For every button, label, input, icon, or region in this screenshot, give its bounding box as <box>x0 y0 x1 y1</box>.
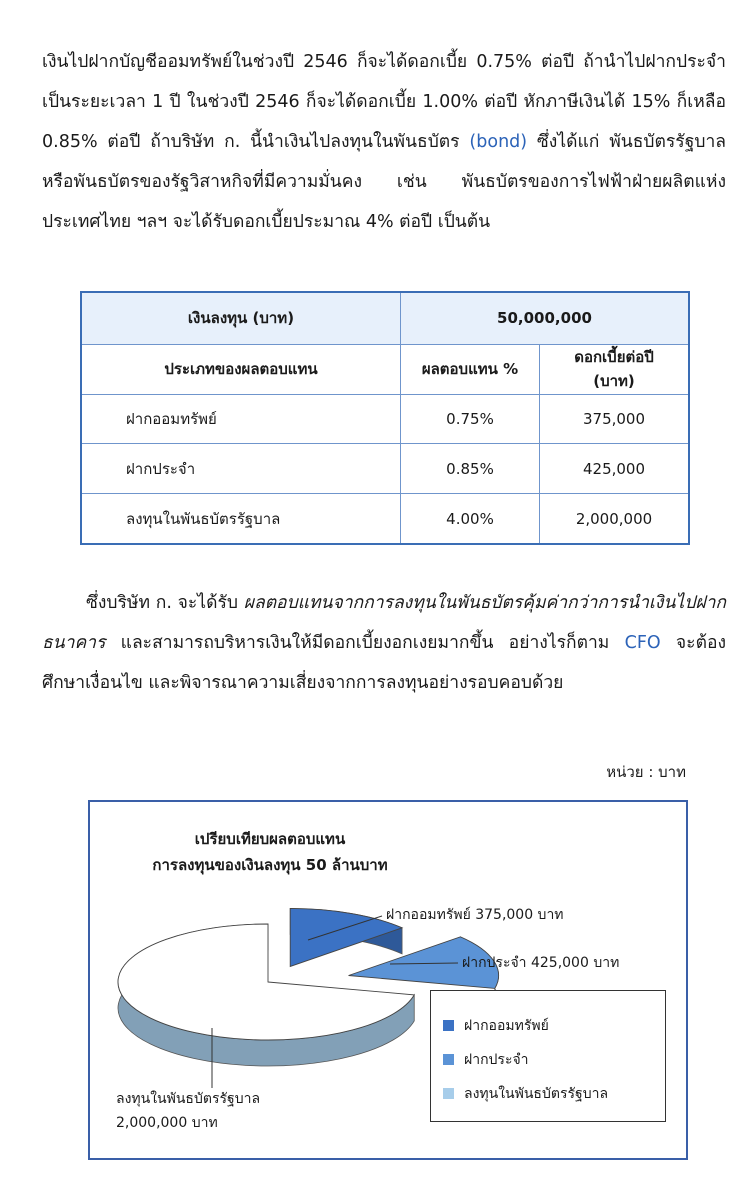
row-rate: 0.75% <box>401 394 540 444</box>
row-interest: 375,000 <box>540 394 690 444</box>
legend-item <box>443 1083 608 1105</box>
legend-label: ฝากประจำ <box>464 1052 529 1068</box>
legend-label: ฝากออมทรัพย์ <box>464 1018 549 1034</box>
slice-label-fixed: ฝากประจำ 425,000 บาท <box>462 955 620 971</box>
table-row <box>81 494 689 544</box>
legend-swatch <box>443 1088 454 1099</box>
legend-label: ลงทุนในพันธบัตรรัฐบาล <box>464 1086 609 1102</box>
header-type: ประเภทของผลตอบแทน <box>81 344 401 394</box>
investment-label: เงินลงทุน (บาท) <box>81 292 401 344</box>
header-interest: ดอกเบี้ยต่อปี (บาท) <box>540 344 690 394</box>
table-header-row <box>81 344 689 394</box>
investment-value: 50,000,000 <box>401 292 690 344</box>
table-row <box>81 394 689 444</box>
row-interest: 425,000 <box>540 444 690 494</box>
unit-label: หน่วย : บาท <box>606 763 686 781</box>
row-type: ฝากประจำ <box>81 444 401 494</box>
returns-table <box>80 291 690 545</box>
pie-chart-box <box>88 800 688 1160</box>
cfo-term: CFO <box>624 633 661 653</box>
legend-item <box>443 1015 549 1037</box>
row-rate: 4.00% <box>401 494 540 544</box>
slice-label-bond-name: ลงทุนในพันธบัตรรัฐบาล <box>116 1091 261 1107</box>
chart-legend <box>430 990 666 1122</box>
row-interest: 2,000,000 <box>540 494 690 544</box>
header-rate: ผลตอบแทน % <box>401 344 540 394</box>
paragraph-conclusion-text-c: จะต้องศึกษาเงื่อนไข และพิจารณาความเสี่ยงจากการลงทุนอย่างรอบคอบด้วย <box>42 633 726 693</box>
paragraph-intro-text-a: เงินไปฝากบัญชีออมทรัพย์ในช่วงปี 2546 ก็จะได้ดอกเบี้ย 0.75% ต่อปี ถ้านำไปฝากประจำเป็นระยะเวลา 1 ปี ในช่วงปี 2546 ก็จะได้ดอกเบี้ย 1.00% ต่อปี หักภาษีเงินได้ 15% ก็เหลือ 0.85% ต่อปี ถ้าบริษัท ก. นี้นำเงินไปลงทุนในพันธบัตร <box>42 52 726 152</box>
paragraph-intro <box>42 42 726 242</box>
paragraph-intro-text-b: ซึ่งได้แก่ พันธบัตรรัฐบาล หรือพันธบัตรของรัฐวิสาหกิจที่มีความมั่นคง เช่น พันธบัตรของการไฟฟ้าฝ่ายผลิตแห่งประเทศไทย ฯลฯ จะได้รับดอกเบี้ยประมาณ 4% ต่อปี เป็นต้น <box>42 132 727 232</box>
legend-swatch <box>443 1020 454 1031</box>
row-type: ฝากออมทรัพย์ <box>81 394 401 444</box>
paragraph-conclusion-text-a: ซึ่งบริษัท ก. จะได้รับ <box>86 593 244 613</box>
row-type: ลงทุนในพันธบัตรรัฐบาล <box>81 494 401 544</box>
chart-title-line1: เปรียบเทียบผลตอบแทน <box>194 830 346 848</box>
slice-label-bond-value: 2,000,000 บาท <box>116 1115 218 1131</box>
paragraph-conclusion <box>42 583 726 703</box>
chart-title-line2: การลงทุนของเงินลงทุน 50 ล้านบาท <box>152 856 388 874</box>
legend-item <box>443 1049 529 1071</box>
investment-row <box>81 292 689 344</box>
row-rate: 0.85% <box>401 444 540 494</box>
table-row <box>81 444 689 494</box>
legend-swatch <box>443 1054 454 1065</box>
paragraph-conclusion-italic: ผลตอบแทนจากการลงทุนในพันธบัตรคุ้มค่ากว่าการนำเงินไปฝากธนาคาร <box>42 593 726 653</box>
paragraph-conclusion-text-b: และสามารถบริหารเงินให้มีดอกเบี้ยงอกเงยมากขึ้น อย่างไรก็ตาม <box>105 633 625 653</box>
slice-label-savings: ฝากออมทรัพย์ 375,000 บาท <box>386 907 564 923</box>
bond-term: (bond) <box>469 132 528 152</box>
